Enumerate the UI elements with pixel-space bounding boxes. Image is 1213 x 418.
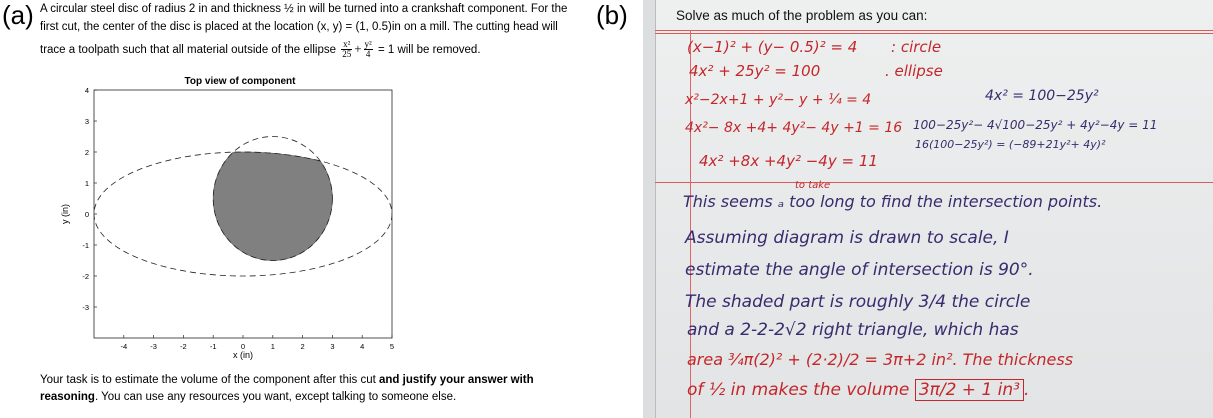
- hw-line-6: area ¾π(2)² + (2·2)/2 = 3π+2 in². The thickness: [687, 350, 1074, 369]
- hw-line-5: and a 2-2-2√2 right triangle, which has: [687, 320, 1019, 340]
- plus-sign: +: [354, 41, 362, 56]
- x-tick-label: 0: [240, 342, 246, 351]
- y-fraction: $\frac{\text{y²}}{4}$: [364, 39, 372, 60]
- x-tick-label: 5: [389, 342, 395, 351]
- y-tick-label: -1: [82, 241, 89, 250]
- x-tick-label: 4: [360, 342, 365, 351]
- combined-equation: 4x² +8x +4y² −4y = 11: [699, 152, 878, 170]
- hw-line-1: This seems ₐ too long to find the intersection points.: [683, 192, 1103, 211]
- problem-line-3: [40, 40, 600, 59]
- expanded-circle: x²−2x+1 + y²− y + ¼ = 4: [685, 92, 872, 108]
- x-tick-label: -3: [150, 342, 157, 351]
- problem-line-3-start: trace a toolpath such that all material outside of the ellipse: [40, 44, 336, 56]
- x-axis-label: x (in): [233, 350, 253, 360]
- y-tick-label: -3: [82, 303, 89, 312]
- y-axis-label: y (in): [60, 204, 70, 224]
- hw-line-2: Assuming diagram is drawn to scale, I: [685, 228, 1009, 248]
- y-tick-label: 1: [84, 179, 89, 188]
- y-tick-label: 3: [84, 117, 89, 126]
- hw-line-7: of ½ in makes the volume 3π/2 + 1 in³ .: [687, 380, 1030, 400]
- task-statement: Your task is to estimate the volume of the component after this cut and justify your answer with reasoning. You can use any resources you want, except talking to someone else.: [40, 374, 534, 403]
- insert-note: to take: [795, 180, 831, 191]
- scaled-circle: 4x²− 8x +4+ 4y²− 4y +1 = 16: [685, 120, 903, 136]
- circle-note: : circle: [891, 38, 942, 56]
- panel-a-label: (a): [2, 0, 34, 30]
- y-tick-label: -2: [82, 272, 89, 281]
- x-tick-label: 1: [270, 342, 275, 351]
- plot-title: Top view of component: [184, 76, 296, 87]
- squared-line: 16(100−25y²) = (−89+21y²+ 4y)²: [915, 138, 1106, 151]
- x-tick-label: 3: [330, 342, 335, 351]
- panel-b-label: (b): [596, 0, 628, 30]
- x-tick-label: 2: [300, 342, 305, 351]
- circle-equation: (x−1)² + (y− 0.5)² = 4: [687, 38, 858, 56]
- card-heading: Solve as much of the problem as you can:: [676, 8, 928, 23]
- problem-statement: [40, 0, 600, 59]
- final-answer-box: 3π/2 + 1 in³: [915, 379, 1024, 401]
- hw-line-4: The shaded part is roughly 3/4 the circle: [685, 292, 1031, 312]
- problem-line-2: first cut, the center of the disc is placed at the location (x, y) = (1, 0.5)in on a mill. The cutting head will: [40, 21, 558, 33]
- x-tick-label: -2: [180, 342, 187, 351]
- substitution-line: 100−25y²− 4√100−25y² + 4y²−4y = 11: [913, 118, 1158, 132]
- x-tick-label: -1: [209, 342, 217, 351]
- ellipse-equation: 4x² + 25y² = 100: [689, 62, 821, 80]
- x-fraction: $\frac{\text{x²}}{25}$: [342, 39, 352, 60]
- equation-tail: = 1 will be removed.: [377, 44, 481, 56]
- handwritten-solution-photo: [643, 0, 1213, 418]
- y-tick-label: 4: [84, 86, 89, 95]
- solve-x-squared: 4x² = 100−25y²: [985, 88, 1099, 104]
- problem-line-1: A circular steel disc of radius 2 in and thickness ½ in will be turned into a crankshaft component. For the: [40, 3, 568, 15]
- y-tick-label: 0: [84, 210, 89, 219]
- hw-line-3: estimate the angle of intersection is 90°.: [685, 260, 1034, 280]
- x-tick-label: -4: [120, 342, 128, 351]
- y-tick-label: 2: [84, 148, 89, 157]
- ellipse-note: . ellipse: [885, 62, 943, 80]
- component-plot: [40, 70, 410, 362]
